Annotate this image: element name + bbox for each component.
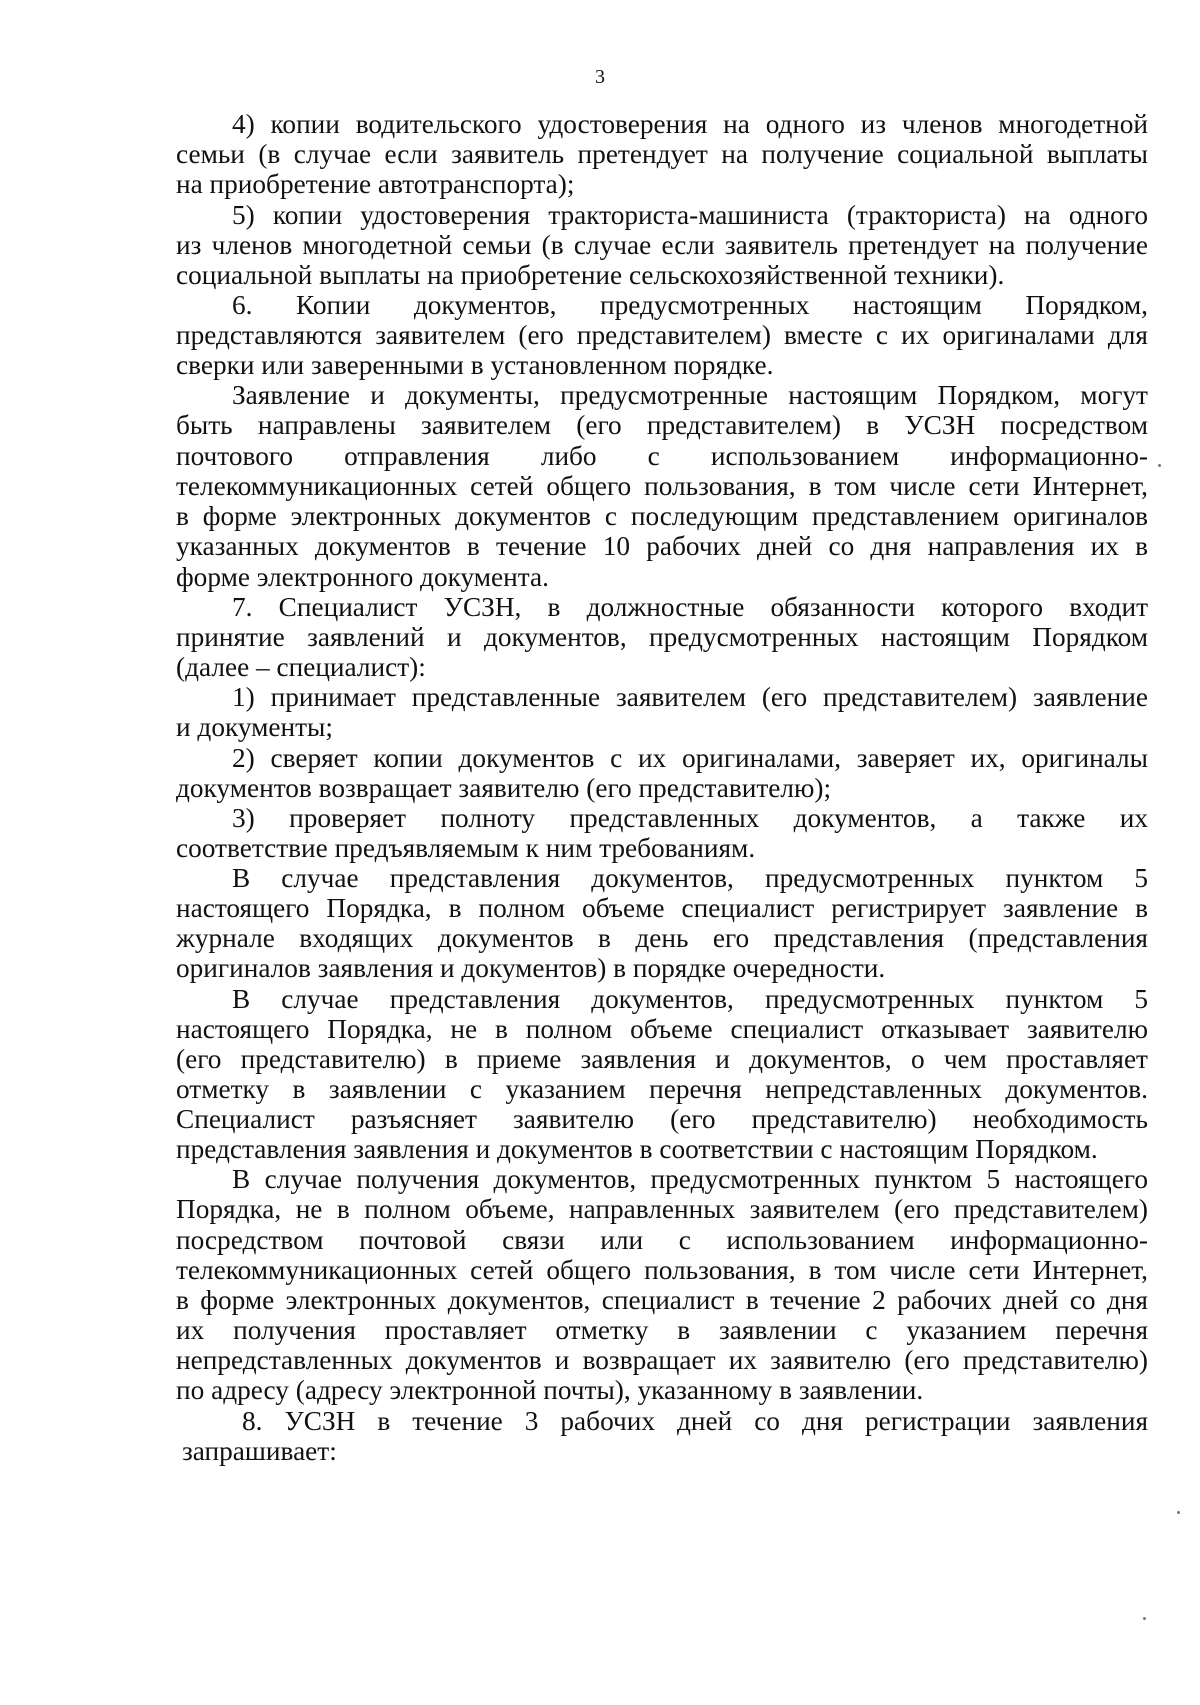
text-line: в форме электронных документов, специалист в течение 2 рабочих дней со дня xyxy=(176,1285,1148,1315)
text-line: почтового отправления либо с использованием информационно- xyxy=(176,441,1148,471)
text-line: 5) копии удостоверения тракториста-машиниста (тракториста) на одного xyxy=(232,200,1148,230)
text-line: запрашивает: xyxy=(182,1436,337,1466)
page-number: 3 xyxy=(595,66,605,88)
text-line: их получения проставляет отметку в заявлении с указанием перечня xyxy=(176,1315,1148,1345)
text-line: Заявление и документы, предусмотренные настоящим Порядком, могут xyxy=(232,380,1148,410)
text-line: по адресу (адресу электронной почты), указанному в заявлении. xyxy=(176,1375,924,1405)
text-line: Специалист разъясняет заявителю (его представителю) необходимость xyxy=(176,1104,1148,1134)
text-line: принятие заявлений и документов, предусмотренных настоящим Порядком xyxy=(176,622,1148,652)
text-line: телекоммуникационных сетей общего пользования, в том числе сети Интернет, xyxy=(176,1255,1148,1285)
text-line: представляются заявителем (его представителем) вместе с их оригиналами для xyxy=(176,320,1148,350)
text-line: быть направлены заявителем (его представителем) в УСЗН посредством xyxy=(176,410,1148,440)
text-line: настоящего Порядка, не в полном объеме специалист отказывает заявителю xyxy=(176,1014,1148,1044)
scan-speck xyxy=(1177,1511,1180,1514)
text-line: в форме электронных документов с последующим представлением оригиналов xyxy=(176,501,1148,531)
text-line: В случае представления документов, предусмотренных пунктом 5 xyxy=(232,863,1148,893)
text-line: 2) сверяет копии документов с их оригиналами, заверяет их, оригиналы xyxy=(232,743,1148,773)
text-line: 1) принимает представленные заявителем (его представителем) заявление xyxy=(232,682,1148,712)
text-line: семьи (в случае если заявитель претендует на получение социальной выплаты xyxy=(176,139,1148,169)
text-line: 7. Специалист УСЗН, в должностные обязанности которого входит xyxy=(232,592,1148,622)
text-line: документов возвращает заявителю (его представителю); xyxy=(176,773,832,803)
text-line: 8. УСЗН в течение 3 рабочих дней со дня регистрации заявления xyxy=(242,1406,1148,1436)
text-line: и документы; xyxy=(176,712,333,742)
text-line: 4) копии водительского удостоверения на одного из членов многодетной xyxy=(232,109,1148,139)
text-line: отметку в заявлении с указанием перечня непредставленных документов. xyxy=(176,1074,1148,1104)
text-line: форме электронного документа. xyxy=(176,562,549,592)
text-line: 6. Копии документов, предусмотренных настоящим Порядком, xyxy=(232,290,1148,320)
text-line: на приобретение автотранспорта); xyxy=(176,169,575,199)
text-line: посредством почтовой связи или с использованием информационно- xyxy=(176,1225,1148,1255)
scan-speck xyxy=(1158,464,1161,467)
text-line: 3) проверяет полноту представленных документов, а также их xyxy=(232,803,1148,833)
scan-speck xyxy=(1143,1617,1146,1620)
text-line: В случае представления документов, предусмотренных пунктом 5 xyxy=(232,984,1148,1014)
text-line: телекоммуникационных сетей общего пользования, в том числе сети Интернет, xyxy=(176,471,1148,501)
text-line: Порядка, не в полном объеме, направленных заявителем (его представителем) xyxy=(176,1194,1148,1224)
text-line: непредставленных документов и возвращает их заявителю (его представителю) xyxy=(176,1345,1148,1375)
text-line: сверки или заверенными в установленном порядке. xyxy=(176,350,774,380)
text-line: (его представителю) в приеме заявления и документов, о чем проставляет xyxy=(176,1044,1148,1074)
text-line: В случае получения документов, предусмотренных пунктом 5 настоящего xyxy=(232,1164,1148,1194)
text-line: (далее – специалист): xyxy=(176,652,426,682)
text-line: социальной выплаты на приобретение сельскохозяйственной техники). xyxy=(176,260,1005,290)
text-line: из членов многодетной семьи (в случае если заявитель претендует на получение xyxy=(176,230,1148,260)
text-line: оригиналов заявления и документов) в порядке очередности. xyxy=(176,953,886,983)
text-line: настоящего Порядка, в полном объеме специалист регистрирует заявление в xyxy=(176,893,1148,923)
text-line: соответствие предъявляемым к ним требованиям. xyxy=(176,833,756,863)
text-line: указанных документов в течение 10 рабочих дней со дня направления их в xyxy=(176,531,1148,561)
text-line: представления заявления и документов в соответствии с настоящим Порядком. xyxy=(176,1134,1098,1164)
text-line: журнале входящих документов в день его представления (представления xyxy=(176,923,1148,953)
